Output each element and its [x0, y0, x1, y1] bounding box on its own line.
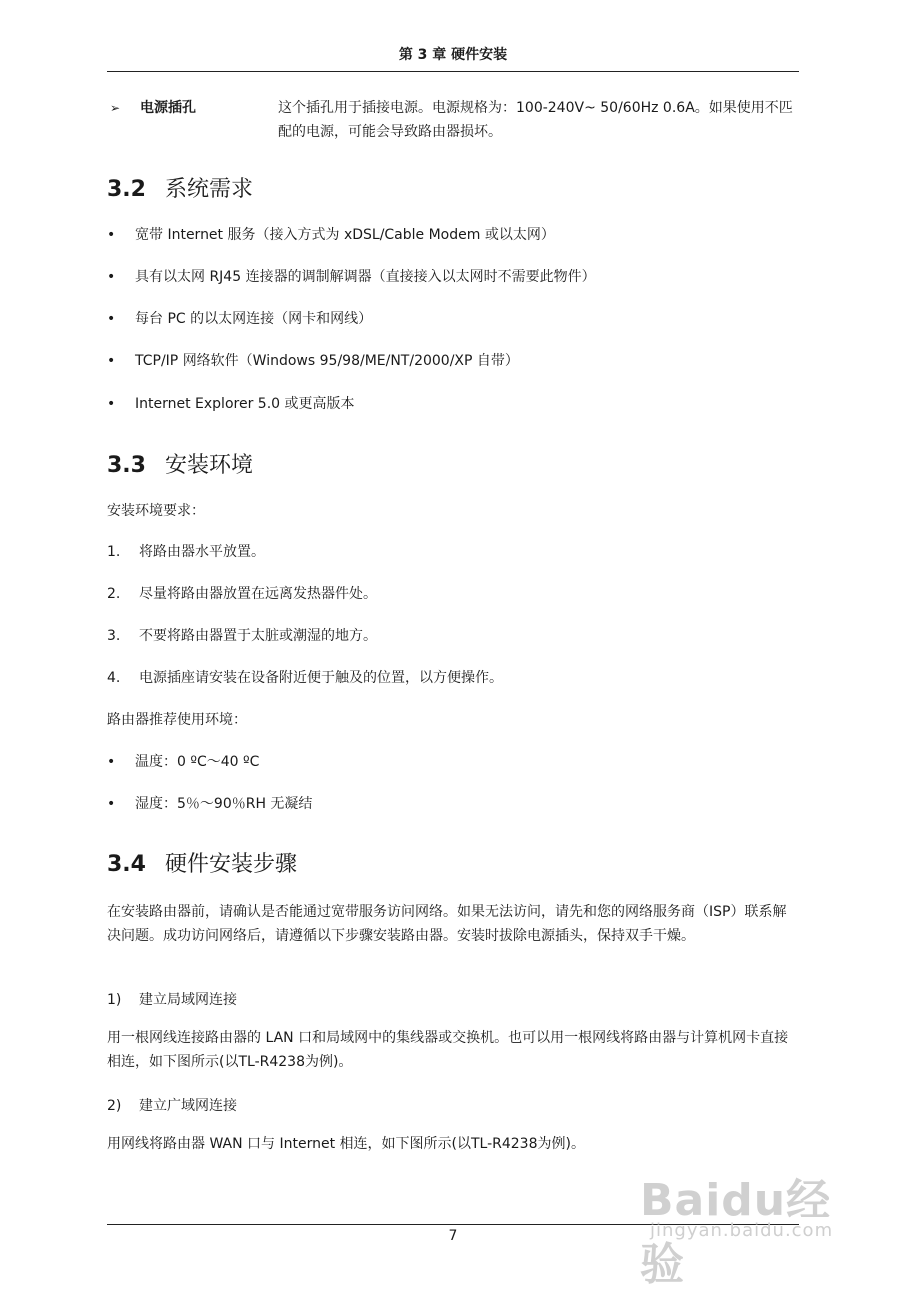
watermark-url: jingyan.baidu.com	[650, 1220, 834, 1241]
page-header-chapter-title: 第 3 章 硬件安装	[398, 47, 508, 63]
bullet-dot-icon: •	[107, 269, 116, 285]
footer-divider	[107, 1224, 799, 1225]
install-env-intro: 安装环境要求：	[107, 503, 205, 519]
recommended-env-intro: 路由器推荐使用环境：	[107, 712, 247, 728]
bullet-dot-icon: •	[107, 396, 116, 412]
section-3-4-heading	[107, 850, 297, 880]
watermark-brand: Baidu经验	[640, 1175, 832, 1290]
section-title: 安装环境	[165, 453, 254, 478]
bullet-dot-icon: •	[107, 311, 116, 327]
power-socket-label: 电源插孔	[140, 100, 196, 116]
section-number: 3.3	[107, 453, 146, 478]
section-3-2-heading	[107, 175, 253, 205]
section-title: 系统需求	[165, 177, 254, 202]
arrow-bullet-icon: ➢	[110, 101, 121, 115]
section-number: 3.2	[107, 177, 146, 202]
bullet-dot-icon: •	[107, 754, 116, 770]
section-3-3-heading	[107, 451, 253, 481]
bullet-dot-icon: •	[107, 227, 116, 243]
header-divider	[107, 71, 799, 72]
bullet-dot-icon: •	[107, 353, 116, 369]
power-socket-description: 这个插孔用于插接电源。电源规格为：100-240V~ 50/60Hz 0.6A。如果使用不匹配的电源，可能会导致路由器损坏。	[278, 100, 793, 140]
section-title: 硬件安装步骤	[165, 852, 298, 877]
hardware-install-intro: 在安装路由器前，请确认是否能通过宽带服务访问网络。如果无法访问，请先和您的网络服务商（ISP）联系解决问题。成功访问网络后，请遵循以下步骤安装路由器。安装时拔除电源插头，保持双手干燥。	[107, 904, 787, 944]
lan-connection-text: 用一根网线连接路由器的 LAN 口和局域网中的集线器或交换机。也可以用一根网线将路由器与计算机网卡直接相连，如下图所示(以TL-R4238为例)。	[107, 1030, 789, 1070]
page-number: 7	[448, 1228, 458, 1244]
wan-connection-text: 用网线将路由器 WAN 口与 Internet 相连，如下图所示(以TL-R4238为例)。	[107, 1136, 585, 1152]
section-number: 3.4	[107, 852, 146, 877]
bullet-dot-icon: •	[107, 796, 116, 812]
